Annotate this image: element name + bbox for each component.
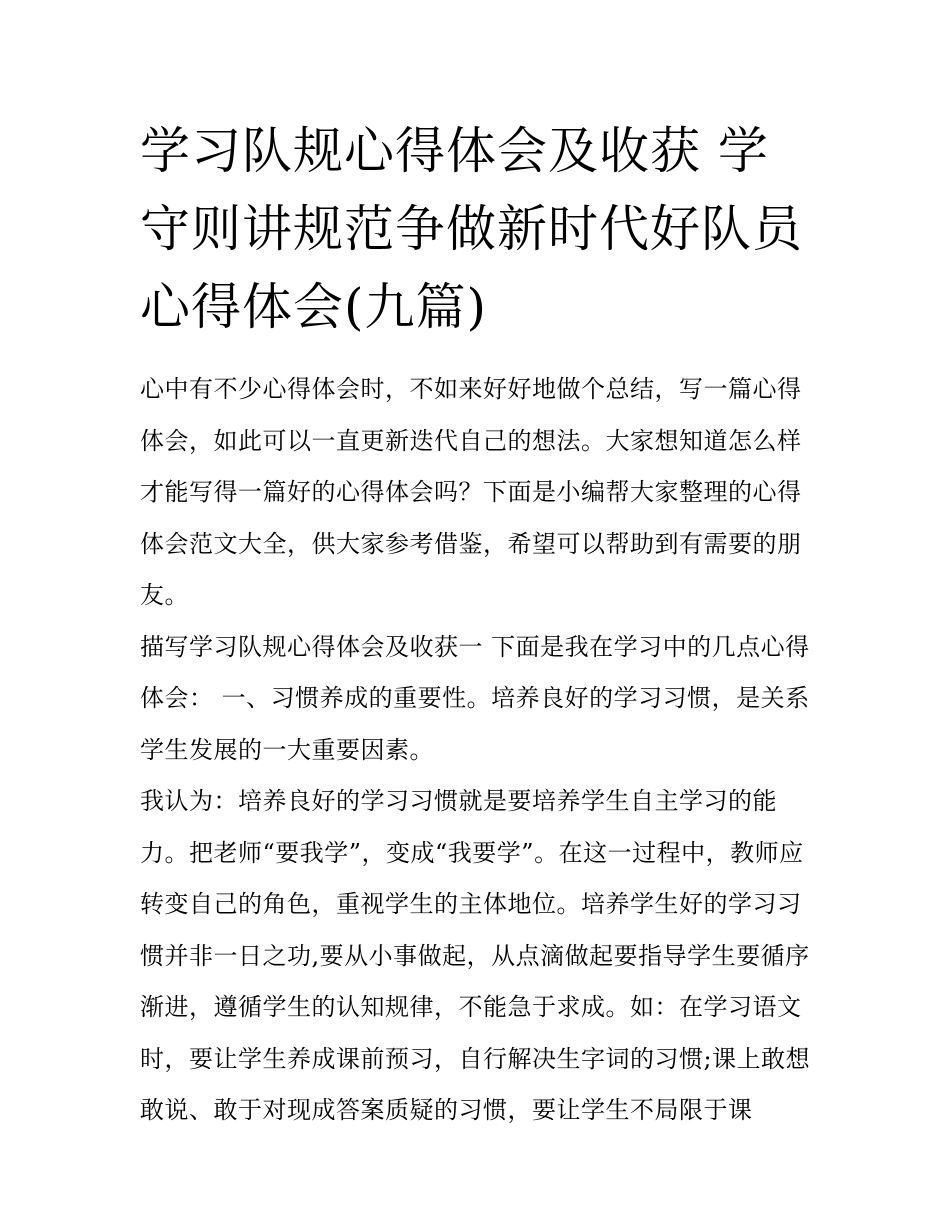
document-title: 学习队规心得体会及收获 学守则讲规范争做新时代好队员心得体会(九篇)	[140, 122, 803, 336]
intro-paragraph: 心中有不少心得体会时，不如来好好地做个总结，写一篇心得体会，如此可以一直更新迭代自己的想法。大家想知道怎么样才能写得一篇好的心得体会吗？下面是小编帮大家整理的心得体会范文大全，供大家参考借鉴，希望可以帮助到有需要的朋友。	[140, 375, 802, 609]
document-body	[140, 112, 812, 1137]
study-habits-paragraph: 我认为：培养良好的学习习惯就是要培养学生自主学习的能力。把老师“要我学”，变成“我要学”。在这一过程中，教师应转变自己的角色，重视学生的主体地位。培养学生好的学习习惯并非一日之功,要从小事做起，从点滴做起要指导学生要循序渐进，遵循学生的认知规律，不能急于求成。如：在学习语文时，要让学生养成课前预习，自行解决生字词的习惯;课上敢想敢说、敢于对现成答案质疑的习惯，要让学生不局限于课	[140, 787, 811, 1124]
section-one-paragraph: 描写学习队规心得体会及收获一 下面是我在学习中的几点心得体会： 一、习惯养成的重要性。培养良好的学习习惯，是关系学生发展的一大重要因素。	[140, 632, 810, 764]
